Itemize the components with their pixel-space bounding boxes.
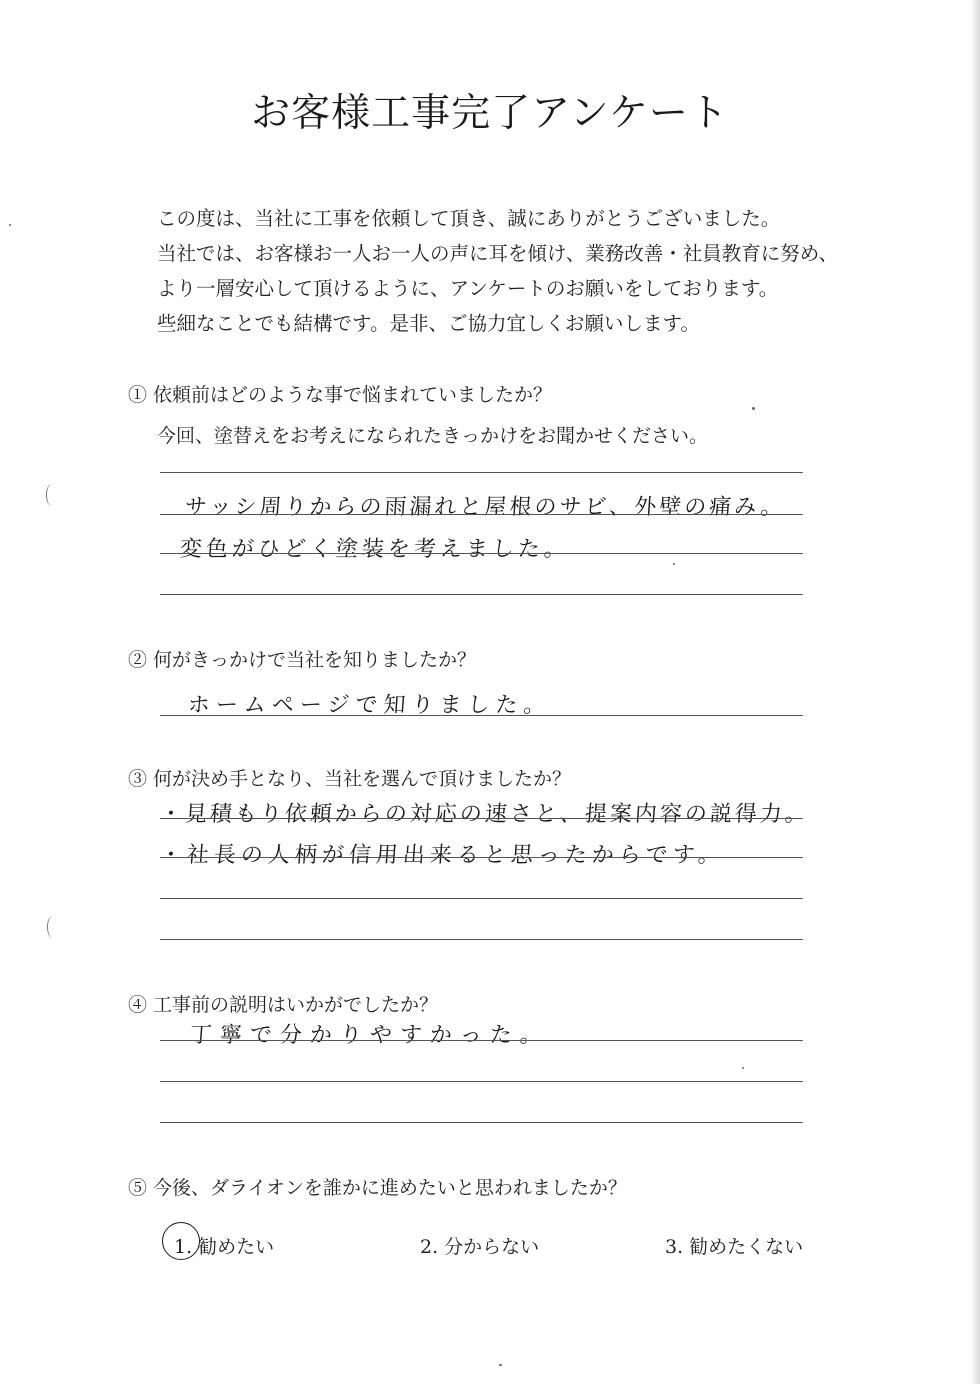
question-1-sublabel: 今回、塗替えをお考えになられたきっかけをお聞かせください。 [157,425,709,447]
scan-speck [673,563,675,565]
question-5-label: ⑤ 今後、ダライオンを誰かに進めたいと思われましたか？ [128,1177,627,1199]
option-unsure[interactable]: 2. 分からない [420,1236,540,1258]
survey-title: お客様工事完了アンケート [251,91,729,136]
answer-line [160,594,803,595]
scan-edge-shadow [970,0,980,1384]
answer-line [160,898,803,899]
margin-mark [47,916,58,938]
answer-line [160,553,803,554]
margin-mark [46,484,57,506]
question-4-answer-1: 丁寧で分かりやすかった。 [188,1023,551,1048]
answer-line [160,1122,803,1123]
intro-line: 些細なことでも結構です。是非、ご協力宜しくお願いします。 [157,312,700,335]
answer-line [160,818,803,819]
answer-line [160,1040,803,1041]
answer-line [160,472,803,473]
scan-speck [499,1364,502,1366]
question-2-label: ② 何がきっかけで当社を知りましたか？ [128,649,477,671]
option-recommend[interactable]: 1. 勧めたい [174,1236,275,1258]
answer-line [160,1081,803,1082]
option-not-recommend[interactable]: 3. 勧めたくない [665,1236,804,1258]
intro-text [157,201,838,341]
question-3-answer-1: ・見積もり依頼からの対応の速さと、提案内容の説得力。 [158,802,811,827]
question-2-answer-1: ホームページで知りました。 [186,693,553,718]
question-3-answer-2: ・社長の人柄が信用出来ると思ったからです。 [158,843,726,868]
intro-line: より一層安心して頂けるように、アンケートのお願いをしております。 [157,277,779,300]
question-4-label: ④ 工事前の説明はいかがでしたか？ [128,994,439,1016]
question-1-label: ① 依頼前はどのような事で悩まれていましたか？ [128,384,553,406]
question-1-answer-1: サッシ周りからの雨漏れと屋根のサビ、外壁の痛み。 [183,495,787,520]
intro-line: この度は、当社に工事を依頼して頂き、誠にありがとうございました。 [157,207,781,230]
answer-line [160,857,803,858]
scan-speck [9,224,11,226]
answer-line [160,514,803,515]
answer-line [160,939,803,940]
question-1-answer-2: 変色がひどく塗装を考えました。 [178,537,571,562]
answer-line [160,715,803,716]
question-3-label: ③ 何が決め手となり、当社を選んで頂けましたか？ [128,768,572,790]
scan-speck [742,1067,744,1069]
scan-speck [752,407,755,410]
intro-line: 当社では、お客様お一人お一人の声に耳を傾け、業務改善・社員教育に努め、 [157,242,838,265]
